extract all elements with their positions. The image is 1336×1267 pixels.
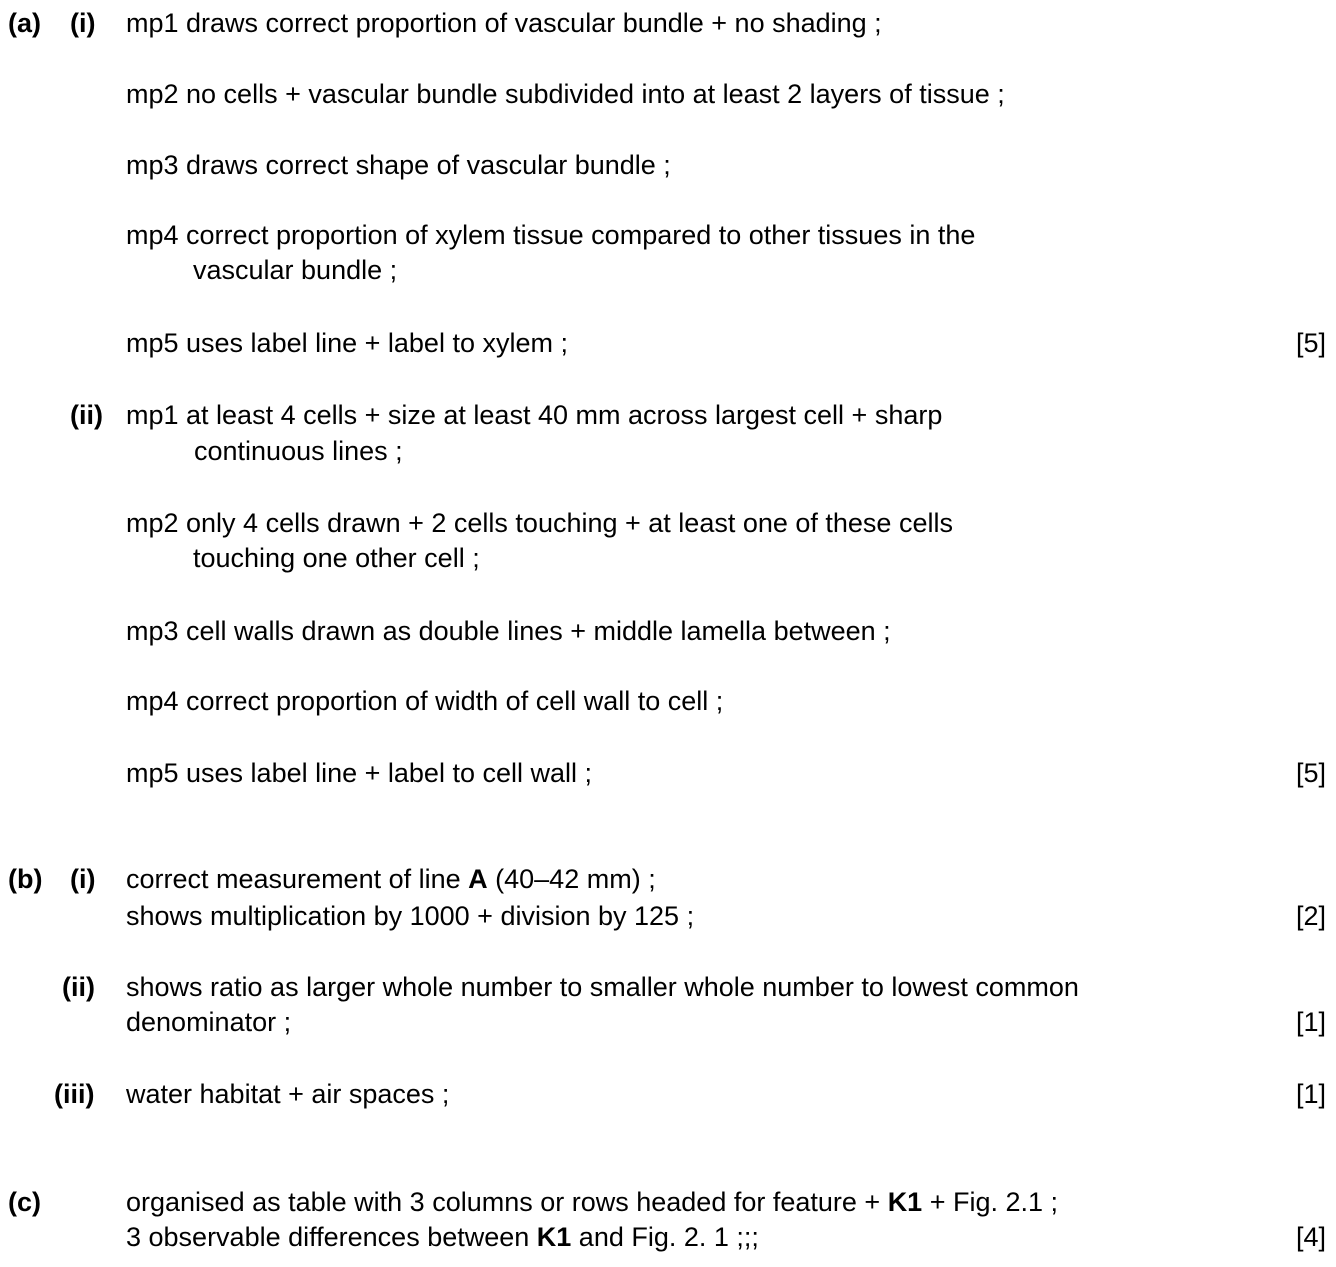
part-a-i-label: (i) — [70, 8, 96, 38]
c-line1-post: + Fig. 2.1 ; — [922, 1187, 1059, 1217]
c-line2-pre: 3 observable differences between — [126, 1222, 537, 1252]
b-i-marks: [2] — [1295, 901, 1326, 931]
a-ii-mp5: mp5 uses label line + label to cell wall ; — [126, 758, 593, 788]
part-c-label: (c) — [8, 1187, 41, 1217]
c-line2-bold: K1 — [536, 1222, 572, 1252]
a-i-mp2: mp2 no cells + vascular bundle subdivided into at least 2 layers of tissue ; — [126, 79, 1005, 109]
b-iii-line1: water habitat + air spaces ; — [126, 1079, 450, 1109]
a-i-mp5: mp5 uses label line + label to xylem ; — [126, 328, 568, 358]
c-line1-pre: organised as table with 3 columns or rows headed for feature + — [126, 1187, 888, 1217]
b-iii-marks: [1] — [1295, 1079, 1326, 1109]
a-ii-mp3: mp3 cell walls drawn as double lines + middle lamella between ; — [126, 616, 891, 646]
a-i-mp3: mp3 draws correct shape of vascular bundle ; — [126, 150, 671, 180]
b-i-line2: shows multiplication by 1000 + division by 125 ; — [126, 901, 695, 931]
a-ii-mp1-line1: mp1 at least 4 cells + size at least 40 mm across largest cell + sharp — [126, 400, 943, 430]
b-i-line1 — [126, 866, 656, 893]
part-b-ii-label: (ii) — [62, 972, 95, 1002]
a-i-mp4-line2: vascular bundle ; — [193, 255, 398, 285]
a-i-mp1: mp1 draws correct proportion of vascular bundle + no shading ; — [126, 8, 882, 38]
b-ii-line2: denominator ; — [126, 1007, 292, 1037]
a-ii-mp2-line1: mp2 only 4 cells drawn + 2 cells touching + at least one of these cells — [126, 508, 953, 538]
c-line2 — [126, 1224, 759, 1251]
b-ii-marks: [1] — [1295, 1007, 1326, 1037]
a-ii-mp4: mp4 correct proportion of width of cell wall to cell ; — [126, 686, 724, 716]
b-ii-line1: shows ratio as larger whole number to smaller whole number to lowest common — [126, 972, 1079, 1002]
a-ii-mp2-line2: touching one other cell ; — [193, 543, 480, 573]
c-line1-bold: K1 — [887, 1187, 923, 1217]
a-i-marks: [5] — [1295, 328, 1326, 358]
b-i-line1-pre: correct measurement of line — [126, 864, 469, 894]
a-ii-mp1-line2: continuous lines ; — [194, 436, 403, 466]
part-a-label: (a) — [8, 8, 41, 38]
a-ii-marks: [5] — [1295, 758, 1326, 788]
c-line1 — [126, 1189, 1058, 1216]
part-b-label: (b) — [8, 864, 43, 894]
part-a-ii-label: (ii) — [70, 400, 103, 430]
c-marks: [4] — [1295, 1222, 1326, 1252]
part-b-iii-label: (iii) — [54, 1079, 95, 1109]
b-i-line1-bold: A — [468, 864, 488, 894]
part-b-i-label: (i) — [70, 864, 96, 894]
c-line2-post: and Fig. 2. 1 ;;; — [571, 1222, 759, 1252]
b-i-line1-post: (40–42 mm) ; — [487, 864, 656, 894]
a-i-mp4-line1: mp4 correct proportion of xylem tissue compared to other tissues in the — [126, 220, 976, 250]
